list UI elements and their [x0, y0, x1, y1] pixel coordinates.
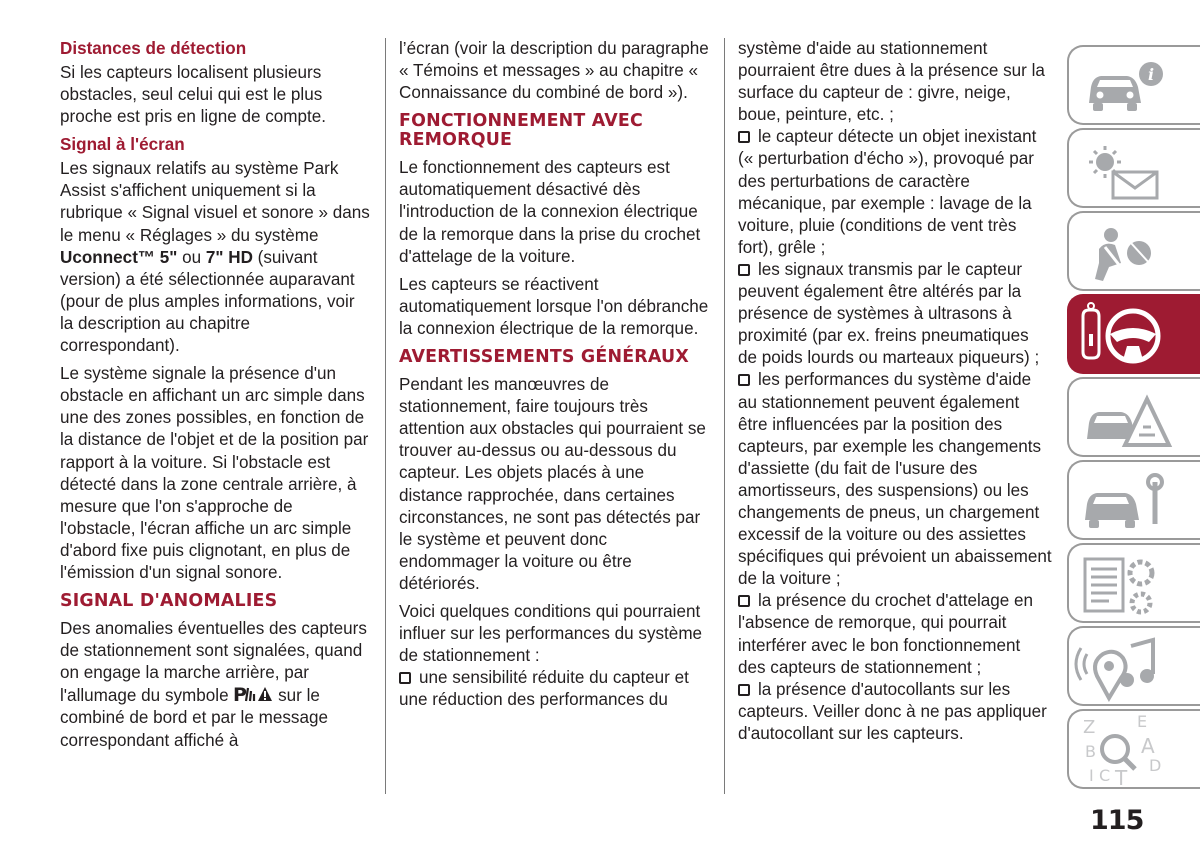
tab-multimedia[interactable]	[1067, 626, 1200, 706]
checkbox-bullet-icon	[399, 672, 411, 684]
section-title-trailer: FONCTIONNEMENT AVEC REMORQUE	[399, 111, 643, 151]
svg-text:I: I	[1089, 766, 1094, 785]
car-info-icon	[1069, 47, 1200, 127]
bullet-item: la présence d'autocollants sur les capteurs. Veiller donc à ne pas appliquer d'autocollant sur les capteurs.	[738, 679, 1047, 743]
tab-starting-driving[interactable]	[1067, 294, 1200, 374]
page-number: 115	[1090, 805, 1144, 836]
tab-technical-data[interactable]	[1067, 543, 1200, 623]
paragraph-detection-distances: Si les capteurs localisent plusieurs obstacles, seul celui qui est le plus proche est pris en ligne de compte.	[60, 63, 327, 127]
column-divider-2	[724, 38, 725, 794]
checkbox-bullet-icon	[738, 595, 750, 607]
warning-lights-icon	[1069, 130, 1200, 210]
multimedia-icon	[1069, 628, 1200, 708]
column-divider-1	[385, 38, 386, 794]
paragraph-warnings-1: Pendant les manœuvres de stationnement, faire toujours très attention aux obstacles qui pourraient se trouver au-dessus ou au-dessous du capteur. Les objets placés à une distance rapprochée, dans certaines circonstances, ne sont pas détectés par le système et peuvent donc endommager la voiture ou être détériorés.	[399, 375, 706, 593]
svg-text:A: A	[1141, 734, 1155, 758]
svg-text:D: D	[1149, 756, 1162, 775]
paragraph-warnings-2: Voici quelques conditions qui pourraient influer sur les performances du système de stationnement :	[399, 601, 703, 666]
paragraph-arc-signal: Le système signale la présence d'un obstacle en affichant un arc simple dans une des zones possibles, en fonction de la distance de l'objet et de la position par rapport à la voiture. Si l'obstacle est détecté dans la zone centrale arrière, à mesure que l'on s'approche de l'obstacle, l'écran affiche un arc simple d'abord fixe puis clignotant, en plus de l'émission d'un signal sonore.	[60, 364, 369, 582]
index-icon	[1069, 711, 1200, 791]
paragraph-anomalies: Des anomalies éventuelles des capteurs de stationnement sont signalées, quand on engage la marche arrière, par l'allumage du symbole P sur le combiné de bord et par le message correspondant affiché à	[60, 619, 367, 750]
key-steering-wheel-icon	[1069, 296, 1200, 376]
bullet-item: une sensibilité réduite du capteur et une réduction des performances du	[399, 668, 689, 710]
park-assist-failure-icon	[233, 684, 273, 704]
tab-warning-lights[interactable]	[1067, 128, 1200, 208]
tab-safety[interactable]	[1067, 211, 1200, 291]
bullet-item: le capteur détecte un objet inexistant (« perturbation d'écho »), provoqué par des perturbations de caractère mécanique, par exemple : lavage de la voiture, pluie (conditions de vent très fort), grêle ;	[738, 127, 1037, 257]
checkbox-bullet-icon	[738, 374, 750, 386]
column-2	[399, 38, 711, 711]
svg-text:C: C	[1099, 766, 1111, 785]
bullet-item: les signaux transmis par le capteur peuvent également être altérés par la présence de systèmes à ultrasons à proximité (par ex. freins pneumatiques de poids lourds ou marteaux piqueurs) ;	[738, 259, 1040, 368]
svg-text:E: E	[1137, 712, 1148, 731]
paragraph-continued-bullet: système d'aide au stationnement pourraient être dues à la présence sur la surface du capteur de : givre, neige, boue, peinture, etc. ;	[738, 39, 1045, 125]
car-maintenance-icon	[1069, 462, 1200, 542]
checkbox-bullet-icon	[738, 131, 750, 143]
checkbox-bullet-icon	[738, 264, 750, 276]
paragraph-trailer-2: Les capteurs se réactivent automatiquement lorsque l'on débranche la connexion électrique de la remorque.	[399, 274, 709, 338]
svg-text:B: B	[1085, 742, 1096, 761]
section-title-screen-signal: Signal à l'écran	[60, 135, 185, 155]
section-title-general-warnings: AVERTISSEMENTS GÉNÉRAUX	[399, 347, 689, 368]
section-title-detection-distances: Distances de détection	[60, 39, 247, 58]
uconnect-7hd-label: 7" HD	[205, 247, 253, 267]
svg-text:Z: Z	[1083, 717, 1096, 738]
svg-text:T: T	[1115, 766, 1128, 790]
column-3	[738, 38, 1052, 745]
tab-getting-to-know-car[interactable]	[1067, 45, 1200, 125]
paragraph-screen-signal: Les signaux relatifs au système Park Assist s'affichent uniquement si la rubrique « Signal visuel et sonore » dans le menu « Réglages » du système Uconnect™ 5" ou 7" HD (suivant version) a été sélectionnée auparavant (pour de plus amples informations, voir la description au chapitre correspondant).	[60, 159, 370, 356]
tab-servicing[interactable]	[1067, 460, 1200, 540]
safety-airbag-icon	[1069, 213, 1200, 293]
checkbox-bullet-icon	[738, 684, 750, 696]
tab-index[interactable]	[1067, 709, 1200, 789]
svg-text:i: i	[1148, 65, 1155, 84]
bullet-item: les performances du système d'aide au stationnement peuvent également être influencées par la position des capteurs, par exemple les changements d'assiette (du fait de l'usure des amortisseurs, des suspensions) ou les changements de pneus, un chargement excessif de la voiture ou des assiettes spécifiques qui prévoient un abaissement de la voiture ;	[738, 370, 1052, 589]
svg-text:P: P	[233, 684, 248, 705]
uconnect-5-label: Uconnect™ 5"	[60, 247, 178, 267]
paragraph-trailer-1: Le fonctionnement des capteurs est automatiquement désactivé dès l'introduction de la connexion électrique de la remorque dans la prise du crochet d'attelage de la voiture.	[399, 158, 701, 266]
bullet-item: la présence du crochet d'attelage en l'absence de remorque, qui pourrait interférer avec le bon fonctionnement des capteurs de stationnement ;	[738, 591, 1034, 677]
section-title-anomalies: SIGNAL D'ANOMALIES	[60, 591, 278, 612]
tab-emergency[interactable]	[1067, 377, 1200, 457]
column-1	[60, 38, 372, 752]
car-emergency-icon	[1069, 379, 1200, 459]
technical-data-icon	[1069, 545, 1200, 625]
paragraph-continued-screen: l’écran (voir la description du paragraphe « Témoins et messages » au chapitre « Connaissance du combiné de bord »).	[399, 39, 709, 103]
